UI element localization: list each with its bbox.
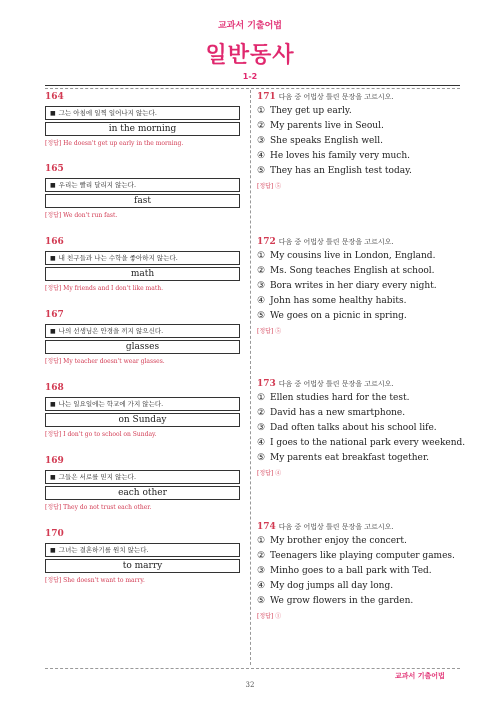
korean-prompt: 그는 아침에 일찍 일어나지 않는다. [58,109,157,117]
option [257,408,462,419]
page-title: 일반동사 [205,43,295,68]
option-text: Teenagers like playing computer games. [270,551,455,561]
question-number: 171 [257,92,276,102]
option-text: We grow flowers in the garden. [270,596,414,606]
korean-prompt: 내 친구들과 나는 수학을 좋아하지 않는다. [58,254,178,262]
option-text: I goes to the national park every weekend. [270,438,466,448]
option-marker: ① [257,251,266,261]
option-text: We goes on a picnic in spring. [270,311,407,321]
bullet-icon: ■ [50,328,56,335]
option-marker: ① [257,106,266,116]
korean-prompt-box [45,251,240,265]
question-header [257,522,462,532]
option [257,423,462,434]
option [257,393,462,404]
option-marker: ⑤ [257,166,266,176]
option-text: They has an English test today. [270,166,412,176]
question-number: 164 [45,92,64,102]
question-171 [257,92,462,190]
question-number: 165 [45,164,64,174]
question-prompt: 다음 중 어법상 틀린 문장을 고르시오. [278,93,394,101]
option-text: She speaks English well. [270,136,383,146]
option-text: Minho goes to a ball park with Ted. [270,566,432,576]
question-prompt: 다음 중 어법상 틀린 문장을 고르시오. [278,380,394,388]
column-divider [250,90,251,665]
korean-prompt-box [45,543,240,557]
bullet-icon: ■ [50,110,56,117]
option-text: Ms. Song teaches English at school. [270,266,435,276]
answer-box: fast [45,194,240,208]
option-marker: ⑤ [257,596,266,606]
question-165 [45,164,240,219]
option [257,296,462,307]
header-dashed-rule [45,88,460,89]
option-marker: ④ [257,296,266,306]
answer-note: [정답] My friends and I don't like math. [45,285,164,292]
option-marker: ③ [257,281,266,291]
question-number: 169 [45,456,64,466]
answer-box: glasses [45,340,240,354]
option [257,438,466,449]
korean-prompt: 우리는 빨리 달리지 않는다. [58,181,137,189]
answer-note: [정답] I don't go to school on Sunday. [45,431,157,438]
answer-box: each other [45,486,240,500]
question-169 [45,456,240,511]
option [257,266,462,277]
question-prompt: 다음 중 어법상 틀린 문장을 고르시오. [278,523,394,531]
korean-prompt: 나는 일요일에는 학교에 가지 않는다. [58,400,164,408]
option-marker: ⑤ [257,453,266,463]
korean-prompt: 그녀는 결혼하기를 원치 않는다. [58,546,149,554]
option-marker: ① [257,393,266,403]
option-text: My brother enjoy the concert. [270,536,407,546]
answer-box: on Sunday [45,413,240,427]
book-series-label: 교과서 기출어법 [218,21,282,31]
option [257,453,462,464]
option-text: He loves his family very much. [270,151,410,161]
answer-note: [정답] ⑤ [257,183,282,190]
footer-series-label: 교과서 기출어법 [395,672,445,680]
option-marker: ② [257,408,266,418]
answer-note: [정답] They do not trust each other. [45,504,152,511]
option [257,151,462,162]
korean-prompt: 나의 선생님은 안경을 끼지 않으신다. [58,327,164,335]
question-number: 168 [45,383,64,393]
option [257,121,462,132]
option-text: My parents live in Seoul. [270,121,384,131]
option-text: John has some healthy habits. [270,296,407,306]
korean-prompt: 그들은 서로를 믿지 않는다. [58,473,137,481]
answer-note: [정답] ⑤ [257,328,282,335]
answer-note: [정답] ④ [257,470,282,477]
option-marker: ② [257,266,266,276]
question-167 [45,310,240,365]
option-marker: ② [257,551,266,561]
option-marker: ③ [257,423,266,433]
korean-prompt-box [45,397,240,411]
question-number: 172 [257,237,276,247]
question-number: 174 [257,522,276,532]
question-prompt: 다음 중 어법상 틀린 문장을 고르시오. [278,238,394,246]
option-text: Dad often talks about his school life. [270,423,437,433]
answer-note: [정답] My teacher doesn't wear glasses. [45,358,165,365]
section-subtitle: 1-2 [242,72,258,81]
question-170 [45,529,240,584]
answer-box: math [45,267,240,281]
option [257,281,462,292]
question-173 [257,379,466,477]
question-168 [45,383,240,438]
option-marker: ④ [257,581,266,591]
bullet-icon: ■ [50,401,56,408]
option [257,536,462,547]
page-number: 32 [245,681,255,689]
bullet-icon: ■ [50,255,56,262]
answer-box: in the morning [45,122,240,136]
option [257,311,462,322]
question-header [257,92,462,102]
option-text: Bora writes in her diary every night. [270,281,437,291]
question-number: 166 [45,237,64,247]
question-166 [45,237,240,292]
answer-box: to marry [45,559,240,573]
question-172 [257,237,462,335]
option-text: They get up early. [270,106,352,116]
bullet-icon: ■ [50,182,56,189]
question-header [257,237,462,247]
option [257,566,462,577]
option [257,596,462,607]
option-marker: ① [257,536,266,546]
option-text: My parents eat breakfast together. [270,453,430,463]
option-marker: ④ [257,438,266,448]
header-rule [45,85,460,86]
question-number: 167 [45,310,64,320]
answer-note: [정답] ① [257,613,282,620]
option-marker: ⑤ [257,311,266,321]
option [257,166,462,177]
option-text: David has a new smartphone. [270,408,406,418]
korean-prompt-box [45,106,240,120]
korean-prompt-box [45,470,240,484]
option [257,551,462,562]
option [257,136,462,147]
korean-prompt-box [45,324,240,338]
answer-note: [정답] We don't run fast. [45,212,118,219]
question-number: 170 [45,529,64,539]
question-164 [45,92,240,147]
option-marker: ④ [257,151,266,161]
question-number: 173 [257,379,276,389]
option-marker: ② [257,121,266,131]
answer-note: [정답] She doesn't want to marry. [45,577,145,584]
bullet-icon: ■ [50,474,56,481]
option-marker: ③ [257,136,266,146]
answer-note: [정답] He doesn't get up early in the morning. [45,140,184,147]
option [257,251,462,262]
option-text: My cousins live in London, England. [270,251,436,261]
option-text: My dog jumps all day long. [270,581,394,591]
bullet-icon: ■ [50,547,56,554]
korean-prompt-box [45,178,240,192]
option-text: Ellen studies hard for the test. [270,393,410,403]
option [257,581,462,592]
option-marker: ③ [257,566,266,576]
option [257,106,462,117]
question-header [257,379,462,389]
footer-rule [45,668,460,669]
question-174 [257,522,462,620]
